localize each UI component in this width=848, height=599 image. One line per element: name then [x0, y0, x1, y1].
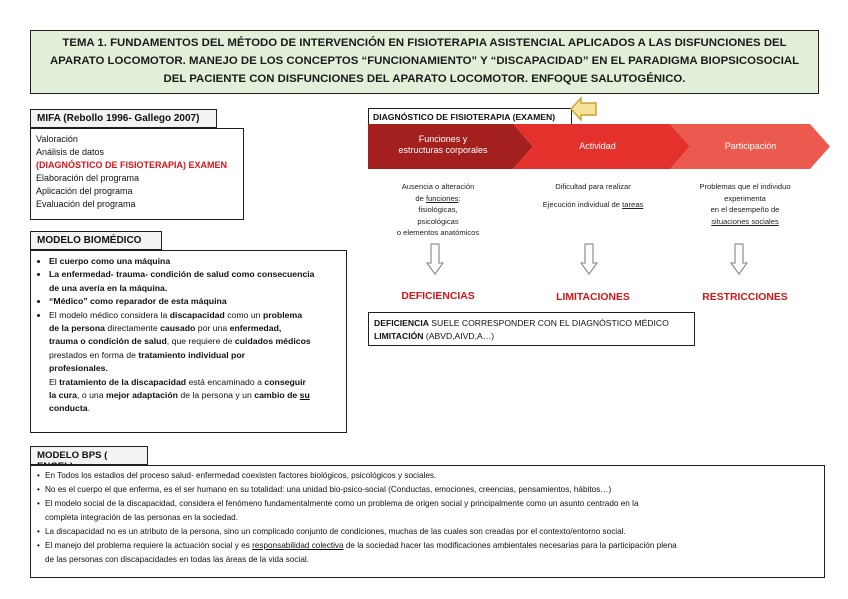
list-item: • No es el cuerpo el que enferma, es el ser humano en su totalidad: una unidad bio-psico-social (Conductas, emociones, creencias, pensamientos, hábitos…): [39, 483, 818, 497]
bps-panel: [30, 465, 825, 578]
result-deficiencias: DEFICIENCIAS: [401, 291, 475, 302]
mifa-item: Valoración: [36, 134, 78, 144]
col1-heading: Funciones y estructuras corporales: [398, 134, 488, 155]
col2-description: Dificultad para realizar Ejecución individual de tareas: [542, 182, 644, 209]
list-item: • En Todos los estadios del proceso salud- enfermedad coexisten factores biológicos, psicológicos y sociales.: [39, 469, 818, 483]
mifa-item: Aplicación del programa: [36, 186, 133, 196]
list-item: • El manejo del problema requiere la actuación social y es responsabilidad colectiva de la sociedad hacer las modificaciones ambientales necesarias para la participación plena de las personas con discapacidades en todas las áreas de la vida social.: [39, 539, 818, 567]
list-item: • El cuerpo como una máquina: [49, 255, 340, 268]
mifa-item: Elaboración del programa: [36, 173, 140, 183]
list-item: • El modelo social de la discapacidad, considera el fenómeno fundamentalmente como un problema de origen social y principalmente como un asunto centrado en la completa integración de las personas en la sociedad.: [39, 497, 818, 525]
diagnostico-label: DIAGNÓSTICO DE FISIOTERAPIA (EXAMEN): [368, 108, 572, 125]
list-item: • La enfermedad- trauma- condición de salud como consecuencia de una avería en la máquina.: [49, 268, 340, 295]
mifa-list: [30, 128, 244, 220]
arrow-down-icon: [730, 243, 748, 275]
biomedico-panel: [30, 250, 347, 433]
arrow-down-icon: [426, 243, 444, 275]
col3-description: Problemas que el individuo experimenta en el desempeño de situaciones sociales: [699, 182, 791, 226]
bps-list: [31, 466, 824, 567]
mifa-item: Análisis de datos: [36, 147, 105, 157]
col1-description: Ausencia o alteración de funciones: fisiológicas, psicológicas o elementos anatómicos: [396, 182, 480, 238]
bps-label: MODELO BPS (: [30, 446, 148, 465]
page-title: [30, 30, 819, 94]
mifa-item-highlight: (DIAGNÓSTICO DE FISIOTERAPIA) EXAMEN: [36, 160, 228, 170]
mifa-label: MIFA (Rebollo 1996- Gallego 2007): [30, 109, 217, 128]
arrow-left-icon: [570, 96, 598, 122]
title-line-3: DEL PACIENTE CON DISFUNCIONES DEL APARATO LOCOMOTOR. ENFOQUE SALUTOGÉNICO.: [163, 73, 686, 85]
biomedico-list: [31, 251, 346, 376]
title-line-2: APARATO LOCOMOTOR. MANEJO DE LOS CONCEPTOS “FUNCIONAMIENTO” Y “DISCAPACIDAD” EN EL PARADIGMA BIOPSICOSOCIAL: [49, 55, 800, 67]
biomedico-treatment-text: El tratamiento de la discapacidad está encaminado a conseguir la cura, o una mejor adaptación de la persona y un cambio de su conducta.: [49, 376, 310, 414]
col3-heading: Participación: [724, 141, 777, 151]
result-limitaciones: LIMITACIONES: [556, 292, 630, 303]
list-item: • “Médico” como reparador de esta máquina: [49, 295, 340, 308]
mifa-item: Evaluación del programa: [36, 199, 136, 209]
col2-heading: Actividad: [579, 141, 616, 151]
result-restricciones: RESTRICCIONES: [702, 292, 788, 303]
arrow-down-icon: [580, 243, 598, 275]
list-item: • El modelo médico considera la discapacidad como un problema de la persona directamente causado por una enfermedad, trauma o condición de salud, que requiere de cuidados médicos prestados en forma de tratamiento individual por profesionales.: [49, 309, 340, 376]
biomedico-label: MODELO BIOMÉDICO: [30, 231, 162, 250]
list-item: • La discapacidad no es un atributo de la persona, sino un complicado conjunto de condiciones, muchas de las cuales son creadas por el contexto/entorno social.: [39, 525, 818, 539]
diagnostico-note: DEFICIENCIA SUELE CORRESPONDER CON EL DIAGNÓSTICO MÉDICO LIMITACIÓN (ABVD,AIVD,A…): [368, 312, 695, 346]
title-line-1: TEMA 1. FUNDAMENTOS DEL MÉTODO DE INTERVENCIÓN EN FISIOTERAPIA ASISTENCIAL APLICADOS A LAS DISFUNCIONES DEL: [62, 37, 787, 49]
